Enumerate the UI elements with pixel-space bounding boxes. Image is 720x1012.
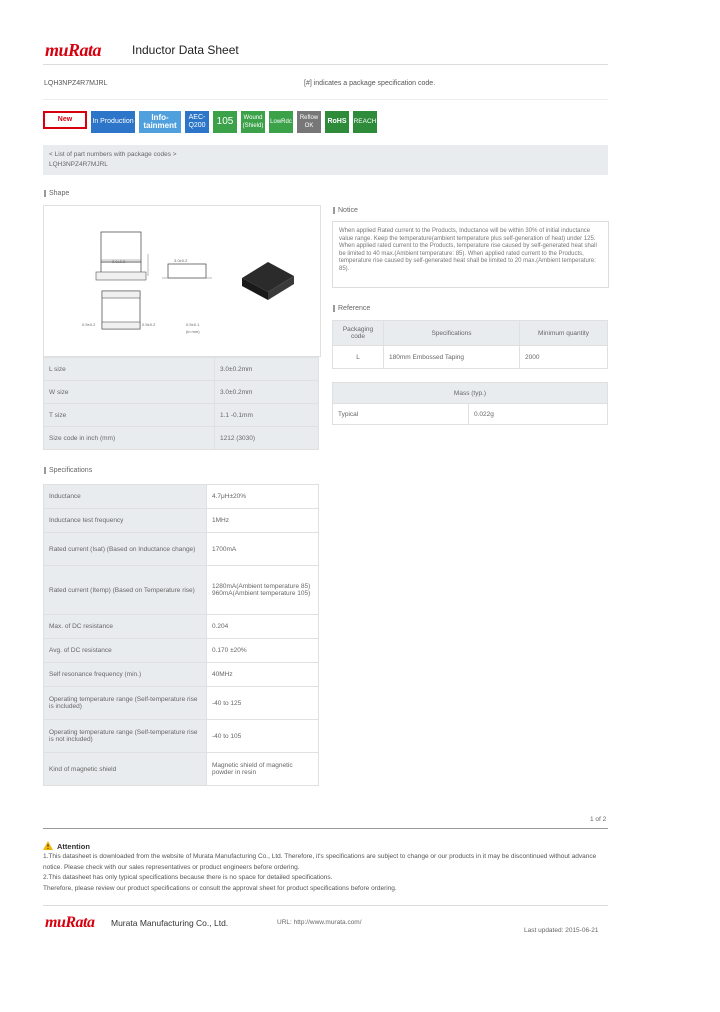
company-url[interactable]: URL: http://www.murata.com/ (277, 919, 362, 926)
table-row (333, 346, 608, 369)
shape-value: 3.0±0.2mm (215, 381, 319, 404)
table-row (44, 753, 319, 786)
table-row (44, 358, 319, 381)
spec-label: Avg. of DC resistance (44, 639, 207, 663)
shape-label: W size (44, 381, 215, 404)
attention-divider (43, 828, 608, 829)
dimension-drawing-svg (44, 206, 320, 356)
notice-text: When applied Rated current to the Products, Inductance will be within 30% of initial inductance value range. Keep the temperature(ambient temperature plus self-generation of heat) under 125. When applied rated current to the Products, temperature rise caused by self-generated heat shall be limited to 40 max.(Ambient temperature: 85). When applied rated current to the Products, temperature rise caused by self-generated heat shall be limited to 20 max.(Ambient temperature: 85). (332, 221, 609, 288)
spec-value: 0.204 (207, 615, 319, 639)
spec-label: Rated current (Itemp) (Based on Temperature rise) (44, 566, 207, 615)
reference-header-spec: Specifications (384, 321, 520, 346)
company-name: Murata Manufacturing Co., Ltd. (111, 918, 229, 928)
shape-label: T size (44, 404, 215, 427)
badge-in-production: In Production (91, 111, 135, 133)
badge-reach: REACH (353, 111, 377, 133)
package-code-note: [#] indicates a package specification code. (304, 80, 436, 87)
spec-value: 1700mA (207, 533, 319, 566)
spec-label: Operating temperature range (Self-temperature rise is included) (44, 687, 207, 720)
table-row (44, 639, 319, 663)
shape-value: 1.1 -0.1mm (215, 404, 319, 427)
svg-text:3.0±0.2: 3.0±0.2 (174, 258, 188, 263)
reference-qty: 2000 (520, 346, 608, 369)
page-title: Inductor Data Sheet (132, 43, 239, 57)
package-list-part[interactable]: LQH3NPZ4R7MJRL (49, 161, 108, 168)
table-row (44, 427, 319, 450)
table-row (44, 566, 319, 615)
attention-text (43, 852, 613, 894)
mass-table (332, 382, 608, 425)
reference-table (332, 320, 608, 369)
spec-label: Operating temperature range (Self-temperature rise is not included) (44, 720, 207, 753)
svg-text:0.5±0.2: 0.5±0.2 (82, 322, 96, 327)
reference-code: L (333, 346, 384, 369)
last-updated: Last updated: 2015-06-21 (524, 927, 599, 934)
package-list-heading: < List of part numbers with package codes > (49, 151, 177, 158)
spec-value: 1280mA(Ambient temperature 85) 960mA(Ambient temperature 105) (207, 566, 319, 615)
shape-section-label: Shape (44, 190, 69, 197)
footer-murata-logo: muRata (45, 914, 95, 931)
spec-label: Rated current (Isat) (Based on Inductance change) (44, 533, 207, 566)
table-row (44, 615, 319, 639)
table-row (44, 533, 319, 566)
header-divider (43, 64, 608, 65)
notice-section-label: Notice (333, 207, 358, 214)
reference-header-code: Packaging code (333, 321, 384, 346)
shape-value: 1212 (3030) (215, 427, 319, 450)
badge-wound-shield: Wound (Shield) (241, 111, 265, 133)
badge-rohs: RoHS (325, 111, 349, 133)
spec-value: Magnetic shield of magnetic powder in resin (207, 753, 319, 786)
table-row (44, 404, 319, 427)
spec-value: 4.7μH±20% (207, 485, 319, 509)
spec-label: Inductance (44, 485, 207, 509)
table-row (44, 720, 319, 753)
murata-logo: muRata (45, 40, 102, 60)
footer-divider (43, 905, 608, 906)
spec-value: 0.170 ±20% (207, 639, 319, 663)
table-row (333, 404, 608, 425)
svg-text:0.5±0.1: 0.5±0.1 (186, 322, 200, 327)
table-header-row (333, 321, 608, 346)
badge-105: 105 (213, 111, 237, 133)
spec-value: -40 to 105 (207, 720, 319, 753)
shape-value: 3.0±0.2mm (215, 358, 319, 381)
svg-text:0.5±0.2: 0.5±0.2 (142, 322, 156, 327)
page-number: 1 of 2 (590, 816, 607, 823)
table-row (44, 381, 319, 404)
table-row (44, 687, 319, 720)
shape-label: Size code in inch (mm) (44, 427, 215, 450)
mass-label: Typical (333, 404, 469, 425)
attention-title: Attention (57, 841, 90, 851)
spec-value: -40 to 125 (207, 687, 319, 720)
reference-header-qty: Minimum quantity (520, 321, 608, 346)
reference-spec: 180mm Embossed Taping (384, 346, 520, 369)
badge-reflow-ok: Reflow OK (297, 111, 321, 133)
feature-badges (43, 111, 377, 133)
svg-text:3.0±0.2: 3.0±0.2 (112, 259, 126, 264)
badge-aec-q200: AEC-Q200 (185, 111, 209, 133)
mass-value: 0.022g (469, 404, 608, 425)
spec-label: Inductance test frequency (44, 509, 207, 533)
reference-section-label: Reference (333, 305, 370, 312)
spec-label: Kind of magnetic shield (44, 753, 207, 786)
mass-header: Mass (typ.) (333, 383, 608, 404)
table-row (44, 509, 319, 533)
specifications-table (43, 484, 319, 786)
table-row (44, 485, 319, 509)
attention-line: 2.This datasheet has only typical specifications because there is no space for detailed specifications. (43, 874, 333, 881)
spec-value: 1MHz (207, 509, 319, 533)
package-list-box (43, 145, 608, 175)
attention-line: Therefore, please review our product specifications or consult the approval sheet for product specifications before ordering. (43, 884, 397, 892)
shape-table (43, 357, 319, 450)
spec-value: 40MHz (207, 663, 319, 687)
part-number: LQH3NPZ4R7MJRL (44, 80, 108, 87)
svg-text:(in mm): (in mm) (186, 329, 200, 334)
badge-infotainment: Info-tainment (139, 111, 181, 133)
table-header-row (333, 383, 608, 404)
attention-line: 1.This datasheet is downloaded from the website of Murata Manufacturing Co., Ltd. Therefore, it's specifications are subject to change or our products in it may be discontinued without advance notice. Please check with our sales representatives or product engineers before ordering. (43, 853, 597, 871)
shape-label: L size (44, 358, 215, 381)
badge-new: New (43, 111, 87, 129)
specifications-section-label: Specifications (44, 467, 92, 474)
spec-label: Max. of DC resistance (44, 615, 207, 639)
header-divider-2 (43, 99, 608, 100)
shape-drawing (43, 205, 321, 357)
table-row (44, 663, 319, 687)
badge-low-rdc: LowRdc (269, 111, 293, 133)
spec-label: Self resonance frequency (min.) (44, 663, 207, 687)
